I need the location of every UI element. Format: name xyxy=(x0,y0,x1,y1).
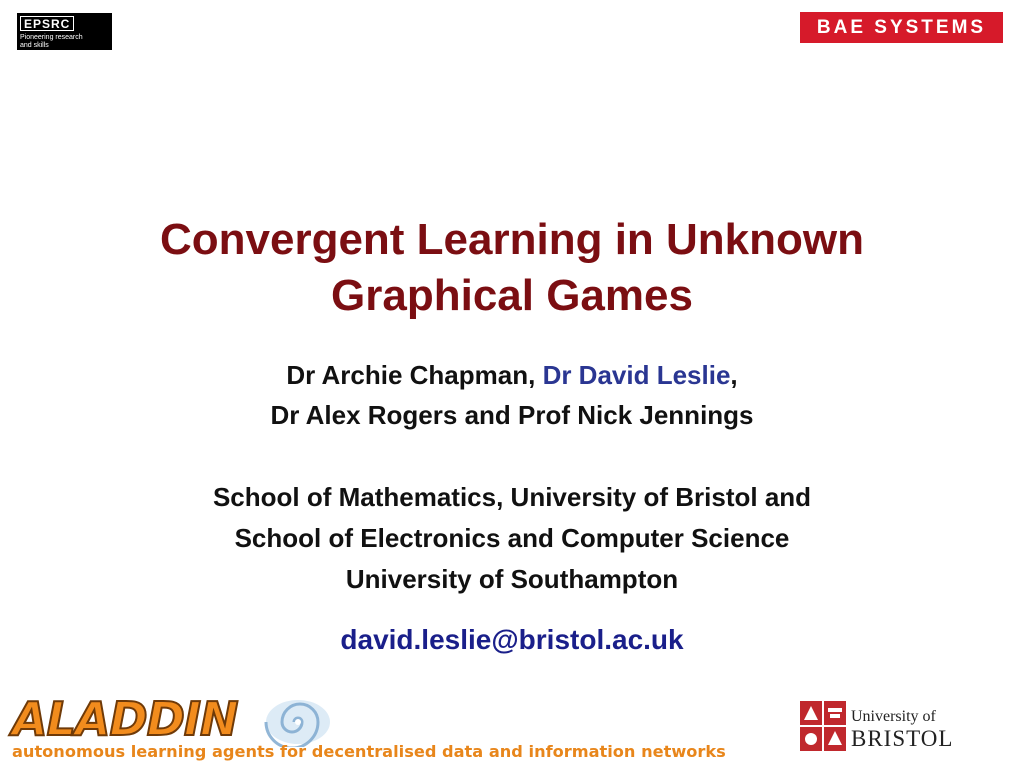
slide-title xyxy=(40,212,984,324)
epsrc-logo xyxy=(17,13,112,50)
aladdin-logo-tagline: autonomous learning agents for decentralised data and information networks xyxy=(12,742,726,761)
affiliation-line: University of Southampton xyxy=(345,564,679,594)
epsrc-logo-mark: EPSRC xyxy=(20,16,74,31)
bristol-logo-line2: BRISTOL xyxy=(851,726,954,751)
affiliation-line: School of Electronics and Computer Science xyxy=(234,523,790,553)
slide-title-line2: Graphical Games xyxy=(331,271,693,320)
aladdin-logo-wordmark: ALADDIN xyxy=(12,692,238,746)
university-of-bristol-logo xyxy=(799,700,979,755)
slide-title-line1: Convergent Learning in Unknown xyxy=(159,215,865,264)
contact-email[interactable]: david.leslie@bristol.ac.uk xyxy=(340,624,684,655)
author-line2: Dr Alex Rogers and Prof Nick Jennings xyxy=(270,400,754,430)
cyclone-swirl-icon xyxy=(262,697,334,747)
author-line1 xyxy=(40,355,984,395)
bristol-crest-icon xyxy=(799,700,847,752)
aladdin-logo xyxy=(12,692,726,765)
author-leslie: Dr David Leslie xyxy=(542,360,731,390)
affiliations xyxy=(40,477,984,600)
bae-systems-logo: BAE SYSTEMS xyxy=(800,12,1003,43)
epsrc-logo-tagline: Pioneering research and skills xyxy=(20,34,83,49)
author-chapman: Dr Archie Chapman, xyxy=(286,360,543,390)
bristol-logo-line1: University of xyxy=(851,708,936,725)
author-line1-end: , xyxy=(730,360,738,390)
author-list xyxy=(40,355,984,435)
affiliation-line: School of Mathematics, University of Bristol and xyxy=(212,482,812,512)
